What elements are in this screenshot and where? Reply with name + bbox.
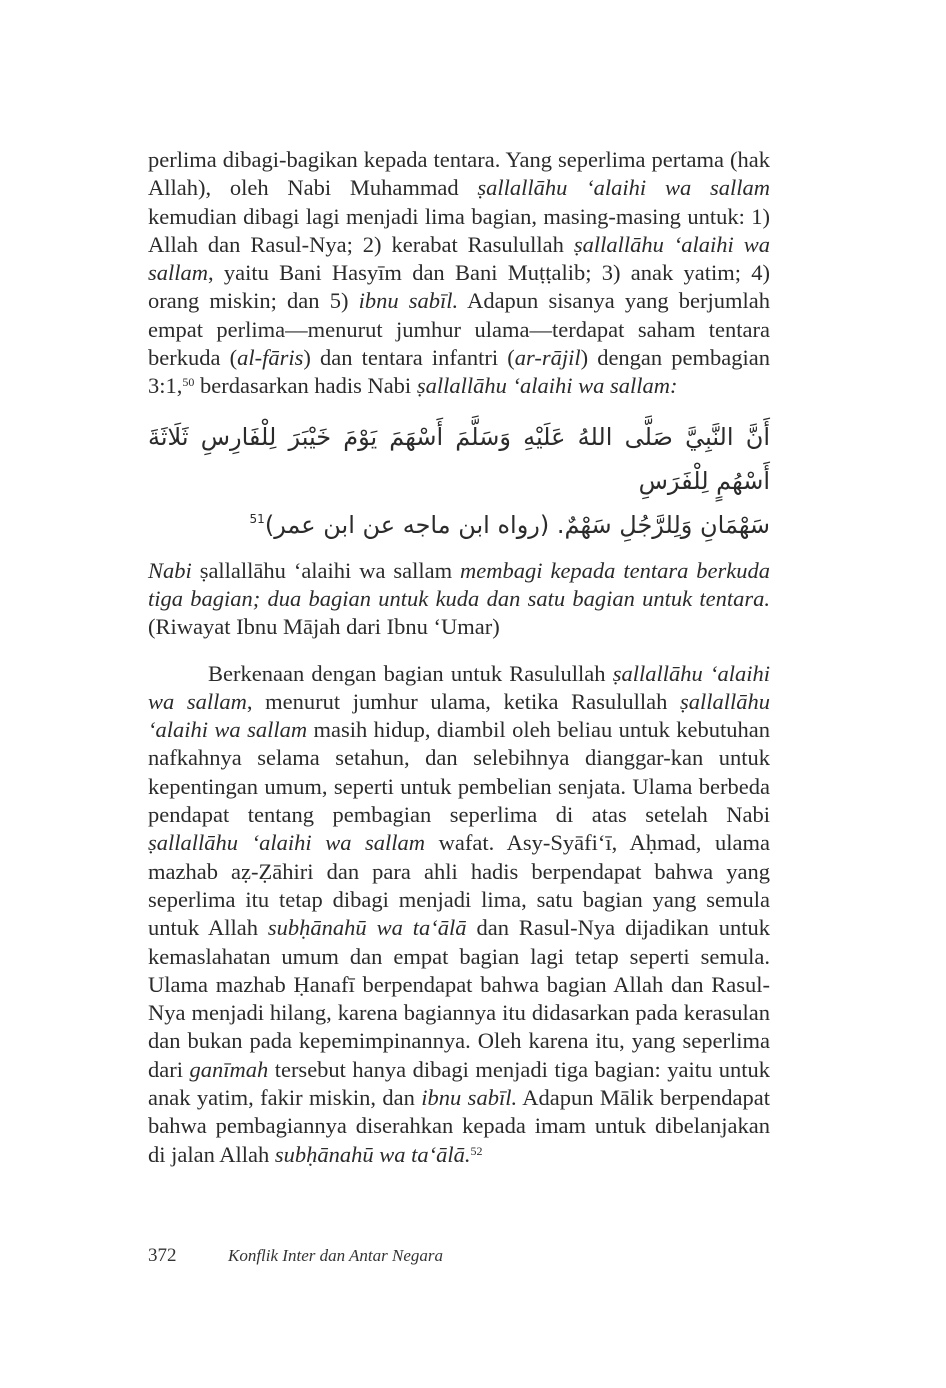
text: Berkenaan dengan bagian untuk Rasulullah xyxy=(208,660,613,686)
arabic-text: سَهْمَانِ وَلِلرَّجُلِ سَهْمٌ. (رواه ابن ماجه عن ابن عمر) xyxy=(264,510,770,539)
text: dan Rasul-Nya dijadikan untuk kemaslahatan umum dan empat bagian lagi tetap seperti semula. Ulama mazhab Ḥanafī berpendapat bahwa bagian Allah dan Rasul-Nya menjadi hilang, karena bagiannya itu didasarkan pada kerasulan dan bukan pada kepemimpinannya. Oleh karena itu, yang seperlima dari xyxy=(148,915,771,1082)
footnote-marker-52[interactable]: 52 xyxy=(470,1143,483,1158)
hadith-translation xyxy=(148,557,770,642)
italic-text: ar-rājil xyxy=(514,345,581,371)
italic-text: ṣallallāhu ‘alaihi wa sallam xyxy=(148,830,426,856)
text: tersebut hanya dibagi menjadi tiga bagian: yaitu untuk anak yatim, fakir miskin, dan xyxy=(148,1056,770,1111)
text: (Riwayat Ibnu Mājah dari Ibnu ‘Umar) xyxy=(148,614,500,640)
italic-text: ṣallallāhu ‘alaihi wa sallam: xyxy=(416,373,678,399)
text: ṣallallāhu ‘alaihi wa sallam xyxy=(191,557,461,583)
text: perlima dibagi-bagikan kepada tentara. Yang seperlima pertama (hak Allah), oleh Nabi Muhammad xyxy=(148,147,770,201)
page-footer xyxy=(148,1245,770,1267)
text: masih hidup, diambil oleh beliau untuk kebutuhan nafkahnya selama setahun, dan selebihnya dianggar-kan untuk kepentingan umum, seperti untuk pembelian senjata. Ulama berbeda pendapat tentang pembagian seperlima di atas setelah Nabi xyxy=(148,717,770,828)
italic-text: ṣallallāhu ‘alaihi wa sallam xyxy=(148,688,771,743)
italic-text: ibnu sabīl. xyxy=(358,288,459,314)
italic-text: subḥānahū wa ta‘ālā. xyxy=(274,1141,471,1167)
italic-text: ṣallallāhu ‘alaihi wa sallam xyxy=(148,231,770,286)
text: ) dengan pembagian 3:1, xyxy=(148,345,771,399)
text: wafat. Asy-Syāfi‘ī, Aḥmad, ulama mazhab aẓ-Ẓāhiri dan para ahli hadis berpendapat bahwa yang seperlima itu tetap dibagi menjadi lima, satu bagian yang semula untuk Allah xyxy=(148,830,770,941)
page-body xyxy=(148,146,770,1169)
italic-text: al-fāris xyxy=(237,345,304,371)
text: ) dan tentara infantri ( xyxy=(303,345,515,371)
italic-text: ganīmah xyxy=(189,1056,269,1082)
italic-text: membagi kepada tentara berkuda tiga bagian; dua bagian untuk kuda dan satu bagian untuk tentara. xyxy=(148,557,770,611)
paragraph-1 xyxy=(148,146,770,401)
page-number: 372 xyxy=(148,1245,177,1266)
italic-text: subḥānahū wa ta‘ālā xyxy=(267,915,467,941)
text: , menurut jumhur ulama, ketika Rasulullah xyxy=(246,688,680,714)
paragraph-gap xyxy=(148,642,770,660)
text: Adapun Mālik berpendapat bahwa pembagiannya diserahkan kepada imam untuk dibelanjakan di jalan Allah xyxy=(148,1085,771,1167)
text: Adapun sisanya yang berjumlah empat perlima—menurut jumhur ulama—terdapat saham tentara berkuda ( xyxy=(148,288,770,371)
text: berdasarkan hadis Nabi xyxy=(194,373,417,399)
italic-text: ṣallallāhu ‘alaihi wa sallam xyxy=(477,175,770,201)
italic-text: ibnu sabīl. xyxy=(421,1085,518,1111)
footnote-marker-50[interactable]: 50 xyxy=(182,375,195,390)
arabic-line-2 xyxy=(148,503,770,547)
footnote-marker-51[interactable]: 51 xyxy=(249,511,265,526)
text: , yaitu Bani Hasyīm dan Bani Muṭṭalib; 3) anak yatim; 4) orang miskin; dan 5) xyxy=(148,260,770,314)
arabic-hadith xyxy=(148,415,770,547)
text: kemudian dibagi lagi menjadi lima bagian, masing-masing untuk: 1) Allah dan Rasul-Nya; 2) kerabat Rasulullah xyxy=(148,203,770,257)
italic-text: Nabi xyxy=(148,557,192,583)
paragraph-2 xyxy=(148,660,770,1169)
arabic-line-1: أَنَّ النَّبِيَّ صَلَّى اللهُ عَلَيْهِ وَسَلَّمَ أَسْهَمَ يَوْمَ خَيْبَرَ لِلْفَارِسِ ثَلَاثَةَ أَسْهُمٍ لِلْفَرَسِ xyxy=(148,422,770,495)
book-title: Konflik Inter dan Antar Negara xyxy=(228,1246,444,1265)
italic-text: ṣallallāhu ‘alaihi wa sallam xyxy=(148,660,770,714)
